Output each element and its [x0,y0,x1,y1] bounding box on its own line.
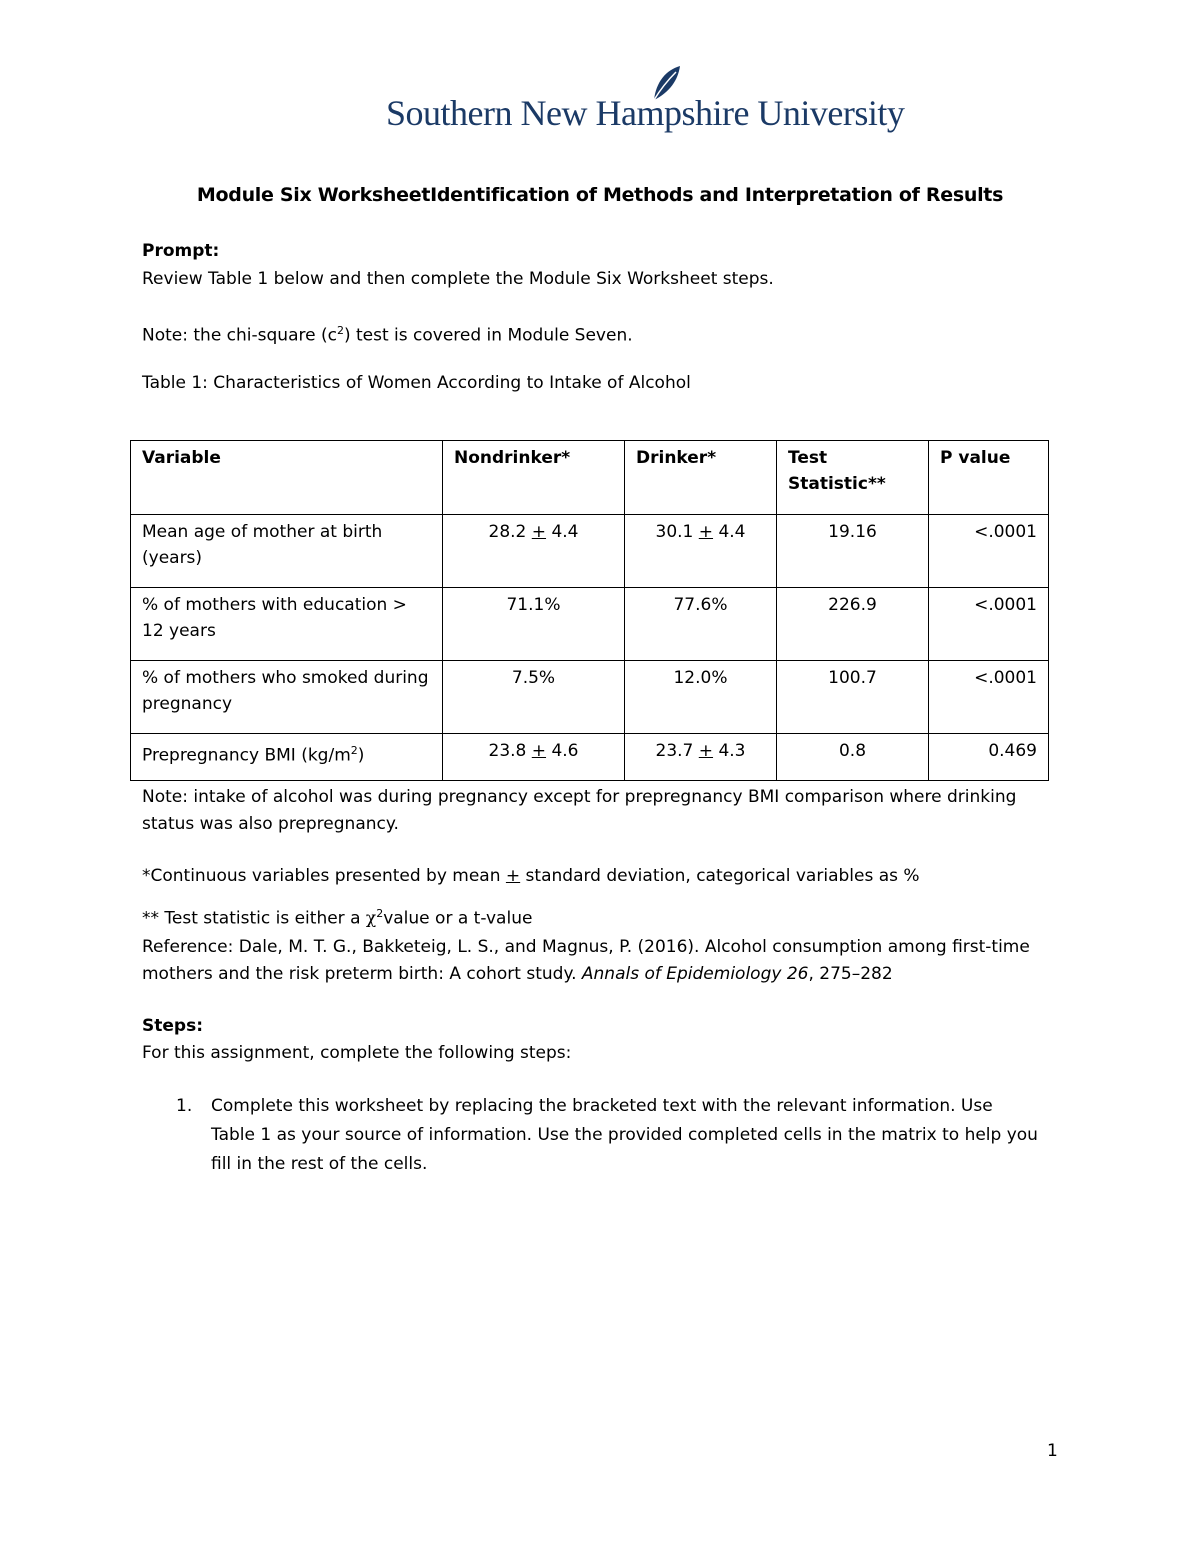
characteristics-table [130,440,1049,781]
header-test-statistic: Test Statistic** [777,441,929,515]
table-row [131,515,1049,588]
prompt-note [142,318,633,349]
plus-minus: + [698,741,714,761]
header-drinker: Drinker* [625,441,777,515]
logo-text: Southern New Hampshire University [386,93,905,133]
reference-post: , 275–282 [808,964,893,984]
sd-value: 4.4 [551,522,579,542]
table-row [131,588,1049,661]
cell-nondrinker: 71.1% [443,588,625,661]
page-title: Module Six WorksheetIdentification of Methods and Interpretation of Results [196,184,1004,206]
prompt-line: Review Table 1 below and then complete the Module Six Worksheet steps. [142,269,774,289]
chi-symbol: χ [365,908,377,929]
cell-statistic: 100.7 [777,661,929,734]
sd-value: 4.4 [718,522,746,542]
continuous-pre: *Continuous variables presented by mean [142,866,506,886]
plus-minus: + [698,522,714,542]
statistic-note [142,901,532,932]
steps-heading: Steps: [142,1016,203,1036]
cell-nondrinker: 7.5% [443,661,625,734]
cell-p-value: <.0001 [929,588,1049,661]
cell-variable: % of mothers who smoked during pregnancy [131,661,443,734]
variable-sup: 2 [350,744,358,757]
sd-value: 4.6 [551,741,579,761]
cell-drinker: 77.6% [625,588,777,661]
steps-intro: For this assignment, complete the following steps: [142,1043,572,1063]
mean-value: 28.2 [488,522,527,542]
cell-variable: Mean age of mother at birth (years) [131,515,443,588]
variable-post: ) [357,745,365,766]
reference-pre: Reference: Dale, M. T. G., Bakketeig, L. S., and Magnus, P. (2016). Alcohol consumption among first-time mothers and the risk preterm birth: A cohort study. [142,937,1030,984]
cell-statistic: 19.16 [777,515,929,588]
table-row [131,734,1049,781]
plus-minus: + [531,741,547,761]
cell-statistic: 226.9 [777,588,929,661]
continuous-note [142,863,920,889]
note-post: ) test is covered in Module Seven. [343,325,633,346]
note-pre: Note: the chi-square (c [142,325,337,346]
mean-value: 23.7 [655,741,694,761]
header-variable: Variable [131,441,443,515]
variable-pre: Prepregnancy BMI (kg/m [142,745,351,766]
stat-pre: ** Test statistic is either a [142,908,366,929]
table-row [131,661,1049,734]
cell-drinker [625,515,777,588]
table-caption: Table 1: Characteristics of Women According to Intake of Alcohol [142,373,691,393]
cell-nondrinker [443,734,625,781]
cell-variable [131,734,443,781]
sd-value: 4.3 [718,741,746,761]
cell-statistic: 0.8 [777,734,929,781]
cell-drinker [625,734,777,781]
cell-p-value: <.0001 [929,661,1049,734]
prompt-heading: Prompt: [142,241,220,261]
list-number: 1. [176,1096,193,1116]
continuous-post: standard deviation, categorical variables as % [520,866,920,886]
plus-minus: + [531,522,547,542]
stat-post: value or a t-value [383,908,533,929]
cell-nondrinker [443,515,625,588]
university-logo [386,64,905,144]
reference [142,934,1062,988]
reference-journal: Annals of Epidemiology 26 [581,964,809,984]
mean-value: 30.1 [655,522,694,542]
table-header-row [131,441,1049,515]
mean-value: 23.8 [488,741,527,761]
cell-variable: % of mothers with education > 12 years [131,588,443,661]
list-text: Complete this worksheet by replacing the bracketed text with the relevant information. Use Table 1 as your source of information. Use the provided completed cells in the matrix to help you fill in the rest of the cells. [211,1096,1038,1174]
header-p-value: P value [929,441,1049,515]
plus-minus: + [505,866,521,886]
leaf-icon [648,64,682,104]
intake-note: Note: intake of alcohol was during pregnancy except for prepregnancy BMI comparison where drinking status was also prepregnancy. [142,787,1017,834]
stat-sup: 2 [376,907,384,920]
cell-drinker: 12.0% [625,661,777,734]
cell-p-value: <.0001 [929,515,1049,588]
page-number: 1 [1047,1441,1058,1461]
cell-p-value: 0.469 [929,734,1049,781]
note-sup: 2 [336,324,344,337]
header-nondrinker: Nondrinker* [443,441,625,515]
